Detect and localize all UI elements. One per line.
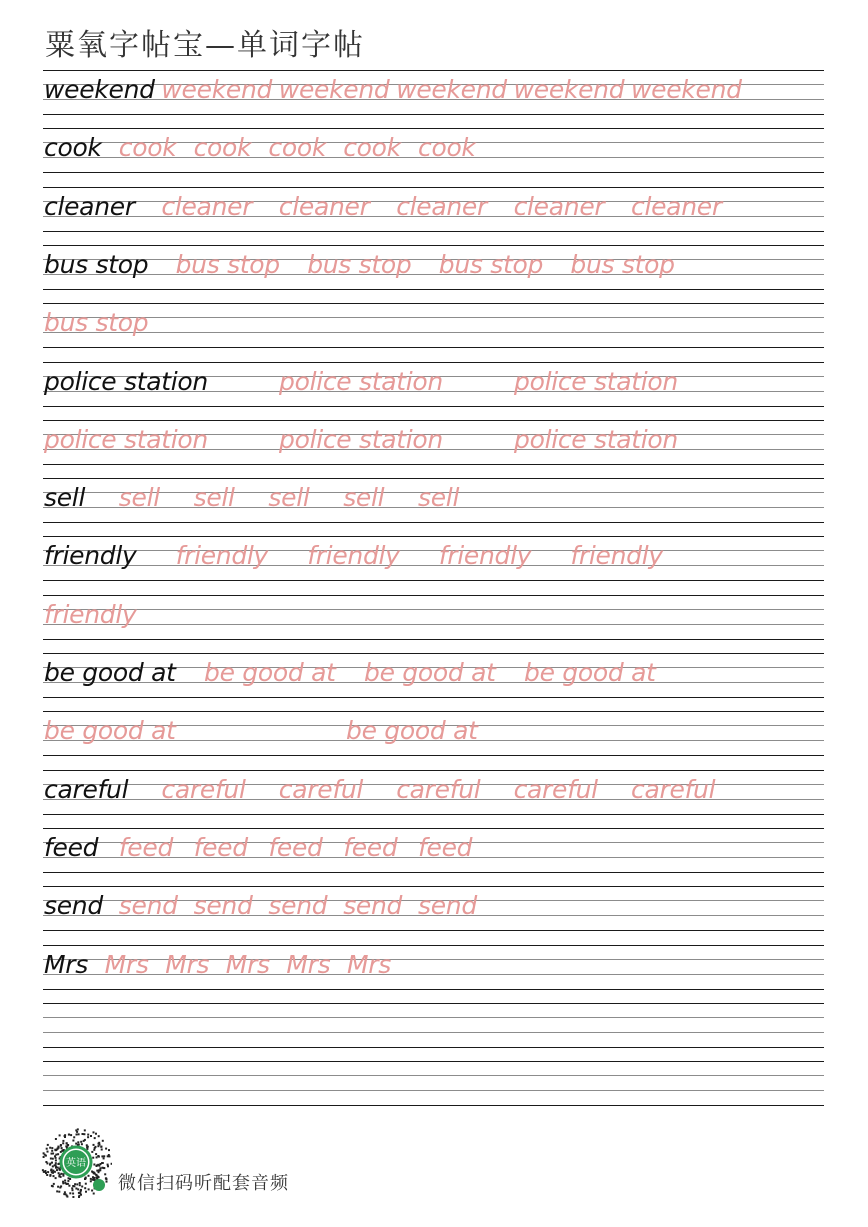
practice-row bbox=[43, 187, 824, 231]
trace-word: friendly bbox=[307, 541, 400, 571]
trace-word: send bbox=[118, 891, 178, 921]
guide-line bbox=[43, 755, 824, 756]
trace-word: Mrs bbox=[347, 949, 391, 979]
trace-word: friendly bbox=[44, 599, 137, 629]
guide-line bbox=[43, 945, 824, 946]
guide-line bbox=[43, 1075, 824, 1076]
trace-word: cook bbox=[118, 133, 177, 163]
trace-word: cook bbox=[343, 133, 401, 163]
trace-word: bus stop bbox=[307, 249, 412, 279]
practice-row bbox=[43, 245, 824, 289]
practice-row bbox=[43, 1061, 824, 1105]
guide-line bbox=[43, 1061, 824, 1062]
guide-line bbox=[43, 128, 824, 129]
practice-row bbox=[43, 420, 824, 464]
trace-word: feed bbox=[268, 832, 323, 862]
guide-line bbox=[43, 828, 824, 829]
model-word: send bbox=[44, 891, 103, 921]
practice-row bbox=[43, 536, 824, 580]
practice-row bbox=[43, 653, 824, 697]
trace-word: friendly bbox=[175, 541, 269, 571]
guide-line bbox=[43, 1105, 824, 1106]
guide-line bbox=[43, 114, 824, 115]
model-word: be good at bbox=[44, 658, 176, 687]
trace-word: bus stop bbox=[175, 249, 280, 279]
trace-word: feed bbox=[418, 832, 473, 862]
guide-line bbox=[43, 245, 824, 246]
trace-word: be good at bbox=[204, 658, 336, 687]
trace-word: feed bbox=[343, 832, 398, 862]
guide-line bbox=[43, 1032, 824, 1033]
practice-row bbox=[43, 945, 824, 989]
guide-line bbox=[43, 697, 824, 698]
guide-line bbox=[43, 930, 824, 931]
practice-row bbox=[43, 362, 824, 406]
guide-line bbox=[43, 464, 824, 465]
trace-word: sell bbox=[343, 483, 385, 513]
trace-word: sell bbox=[118, 483, 160, 513]
practice-row bbox=[43, 478, 824, 522]
practice-row bbox=[43, 70, 824, 114]
trace-word: be good at bbox=[364, 658, 496, 687]
trace-word: sell bbox=[268, 483, 310, 513]
guide-line bbox=[43, 639, 824, 640]
qr-code-icon[interactable] bbox=[40, 1126, 112, 1198]
practice-row bbox=[43, 595, 824, 639]
trace-word: cleaner bbox=[631, 191, 722, 221]
model-word: weekend bbox=[44, 75, 155, 104]
guide-line bbox=[43, 317, 824, 318]
trace-word: weekend bbox=[161, 75, 273, 104]
guide-line bbox=[43, 814, 824, 815]
trace-word: feed bbox=[193, 832, 248, 862]
footer-instruction: 微信扫码听配套音频 bbox=[118, 1173, 289, 1194]
trace-word: careful bbox=[278, 774, 364, 804]
practice-sheet bbox=[43, 70, 824, 1120]
practice-row bbox=[43, 711, 824, 755]
trace-word: be good at bbox=[346, 716, 478, 746]
trace-word: bus stop bbox=[44, 308, 149, 338]
guide-line bbox=[43, 1090, 824, 1091]
trace-word: police station bbox=[514, 366, 678, 396]
practice-row bbox=[43, 886, 824, 930]
trace-word: weekend bbox=[513, 75, 625, 104]
trace-word: cook bbox=[268, 133, 327, 163]
trace-word: cook bbox=[193, 133, 252, 163]
guide-line bbox=[43, 274, 824, 275]
model-word: Mrs bbox=[44, 949, 88, 979]
trace-word: bus stop bbox=[570, 249, 675, 279]
model-word: friendly bbox=[44, 541, 137, 571]
trace-word: weekend bbox=[278, 75, 390, 104]
trace-word: cook bbox=[418, 133, 476, 163]
trace-word: Mrs bbox=[225, 949, 270, 979]
trace-word: send bbox=[343, 891, 403, 921]
guide-line bbox=[43, 289, 824, 290]
trace-word: Mrs bbox=[165, 949, 210, 979]
guide-line bbox=[43, 478, 824, 479]
trace-word: careful bbox=[631, 774, 716, 804]
trace-word: send bbox=[418, 891, 477, 921]
guide-line bbox=[43, 609, 824, 610]
model-word: police station bbox=[44, 366, 208, 396]
trace-word: Mrs bbox=[286, 949, 331, 979]
model-word: cook bbox=[44, 133, 102, 163]
trace-word: feed bbox=[118, 832, 174, 862]
trace-word: Mrs bbox=[104, 949, 149, 979]
practice-row bbox=[43, 128, 824, 172]
guide-line bbox=[43, 172, 824, 173]
guide-line bbox=[43, 259, 824, 260]
guide-line bbox=[43, 550, 824, 551]
guide-line bbox=[43, 420, 824, 421]
trace-word: bus stop bbox=[438, 249, 544, 279]
trace-word: send bbox=[268, 891, 328, 921]
trace-word: police station bbox=[514, 424, 678, 454]
trace-word: cleaner bbox=[513, 191, 605, 221]
model-word: sell bbox=[44, 483, 86, 513]
guide-line bbox=[43, 565, 824, 566]
guide-line bbox=[43, 522, 824, 523]
guide-line bbox=[43, 624, 824, 625]
trace-word: police station bbox=[279, 366, 443, 396]
guide-line bbox=[43, 536, 824, 537]
guide-line bbox=[43, 1047, 824, 1048]
guide-line bbox=[43, 872, 824, 873]
trace-word: sell bbox=[418, 483, 460, 513]
page-title: 粟氧字帖宝—单词字帖 bbox=[45, 28, 365, 63]
trace-word: careful bbox=[161, 774, 246, 804]
guide-line bbox=[43, 332, 824, 333]
model-word: careful bbox=[44, 774, 129, 804]
trace-word: friendly bbox=[570, 541, 663, 571]
trace-word: cleaner bbox=[278, 191, 370, 221]
model-word: cleaner bbox=[44, 191, 135, 221]
guide-line bbox=[43, 580, 824, 581]
practice-row bbox=[43, 770, 824, 814]
guide-line bbox=[43, 70, 824, 71]
practice-row bbox=[43, 828, 824, 872]
guide-line bbox=[43, 303, 824, 304]
guide-line bbox=[43, 347, 824, 348]
trace-word: be good at bbox=[524, 658, 656, 687]
trace-word: sell bbox=[193, 483, 235, 513]
practice-row bbox=[43, 303, 824, 347]
trace-word: be good at bbox=[44, 716, 176, 746]
practice-row bbox=[43, 1003, 824, 1047]
trace-word: police station bbox=[279, 424, 443, 454]
footer bbox=[40, 1126, 440, 1200]
qr-badge-label: 英语 bbox=[66, 1158, 86, 1169]
guide-line bbox=[43, 653, 824, 654]
guide-line bbox=[43, 187, 824, 188]
trace-word: careful bbox=[396, 774, 481, 804]
trace-word: weekend bbox=[631, 75, 742, 104]
guide-line bbox=[43, 974, 824, 975]
guide-line bbox=[43, 886, 824, 887]
guide-line bbox=[43, 406, 824, 407]
trace-word: careful bbox=[513, 774, 598, 804]
guide-line bbox=[43, 959, 824, 960]
guide-line bbox=[43, 231, 824, 232]
guide-line bbox=[43, 595, 824, 596]
guide-line bbox=[43, 1017, 824, 1018]
trace-word: cleaner bbox=[161, 191, 253, 221]
guide-line bbox=[43, 362, 824, 363]
guide-line bbox=[43, 711, 824, 712]
trace-word: friendly bbox=[438, 541, 532, 571]
model-word: bus stop bbox=[44, 249, 149, 279]
guide-line bbox=[43, 989, 824, 990]
trace-word: weekend bbox=[396, 75, 507, 104]
guide-line bbox=[43, 770, 824, 771]
trace-word: cleaner bbox=[396, 191, 487, 221]
guide-line bbox=[43, 1003, 824, 1004]
trace-word: police station bbox=[44, 424, 208, 454]
trace-word: send bbox=[193, 891, 253, 921]
model-word: feed bbox=[44, 832, 99, 862]
